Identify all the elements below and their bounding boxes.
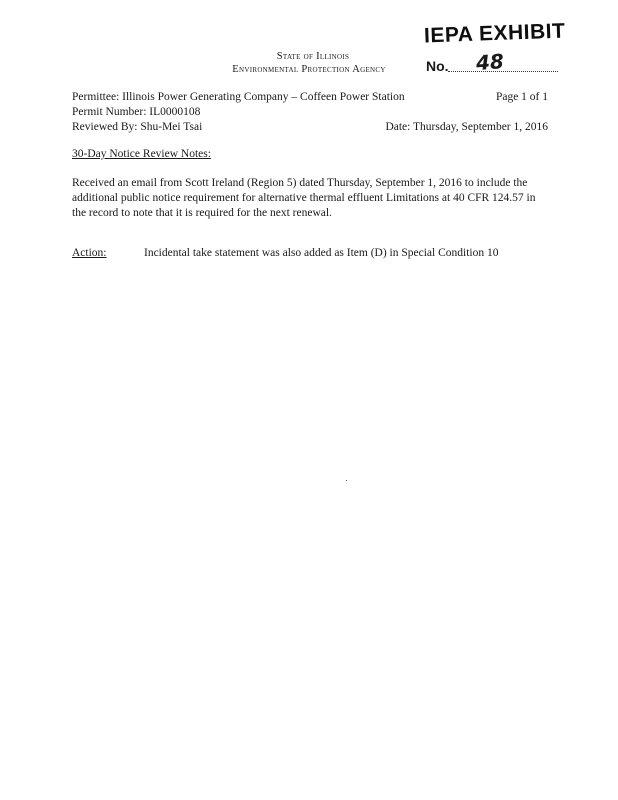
state-name: State of Illinois bbox=[276, 51, 350, 62]
reviewer-text: Reviewed By: Shu-Mei Tsai bbox=[72, 121, 203, 133]
scan-speck bbox=[346, 480, 347, 481]
permittee-text: Permittee: Illinois Power Generating Company – Coffeen Power Station bbox=[72, 91, 405, 103]
action-label: Action: bbox=[72, 247, 107, 259]
exhibit-stamp-title: IEPA EXHIBIT bbox=[423, 19, 566, 48]
exhibit-number-value: 48 bbox=[475, 49, 505, 75]
page-number: Page 1 of 1 bbox=[495, 91, 548, 103]
reviewer-row bbox=[72, 120, 548, 135]
permit-metadata bbox=[72, 90, 548, 135]
notes-paragraph: Received an email from Scott Ireland (Region 5) dated Thursday, September 1, 2016 to include the additional public notice requirement for alternative thermal effluent Limitations at 40 CFR 124.57 in the record to note that it is required for the next renewal. bbox=[72, 177, 536, 219]
permit-number-row bbox=[72, 105, 548, 120]
action-text: Incidental take statement was also added as Item (D) in Special Condition 10 bbox=[144, 247, 499, 259]
exhibit-number-label: No. bbox=[426, 58, 449, 74]
agency-name: Environmental Protection Agency bbox=[232, 64, 386, 75]
permit-number-text: Permit Number: IL0000108 bbox=[72, 106, 201, 118]
permittee-row bbox=[72, 90, 548, 105]
review-date: Date: Thursday, September 1, 2016 bbox=[385, 121, 548, 133]
agency-header bbox=[0, 50, 618, 76]
notes-heading: 30-Day Notice Review Notes: bbox=[72, 148, 211, 160]
